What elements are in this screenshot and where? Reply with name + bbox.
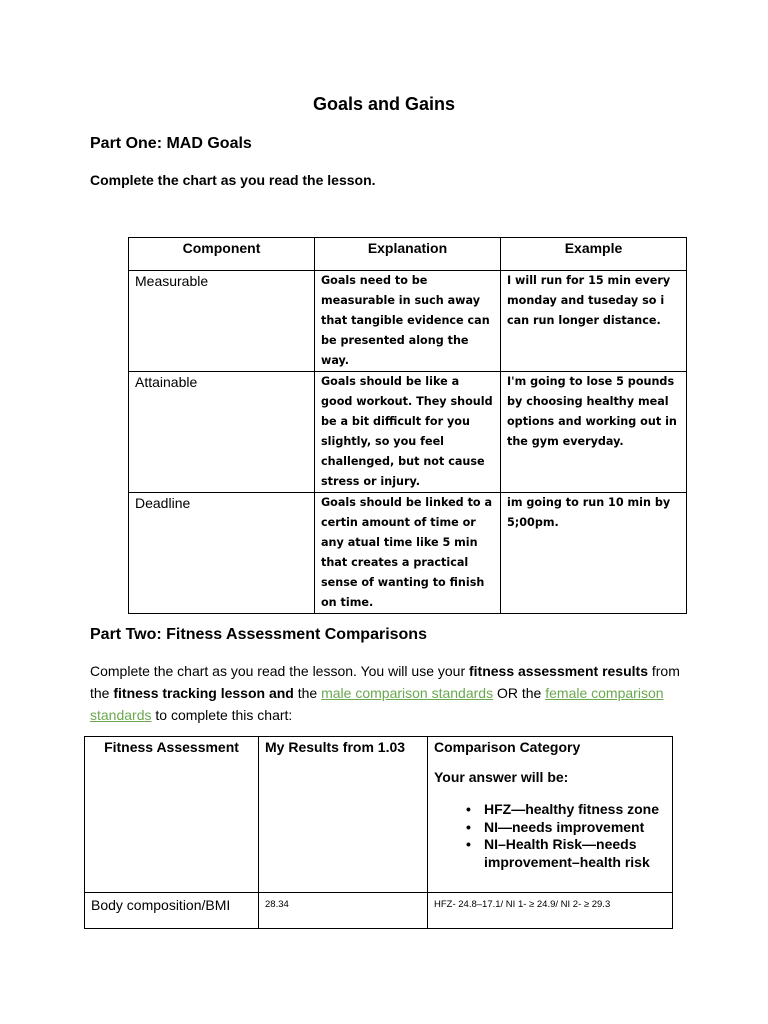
page-title: Goals and Gains	[312, 94, 456, 114]
intro-text: Complete the chart as you read the lesson. You will use your	[90, 663, 469, 679]
answer-note: Your answer will be:	[434, 769, 569, 785]
assessment-cell: Body composition/BMI	[85, 893, 259, 929]
table-header-row	[129, 238, 687, 271]
part-two-intro	[90, 660, 690, 726]
intro-bold: fitness assessment results	[469, 663, 648, 679]
list-item: • NI–Health Risk—needs improvement–health risk	[466, 836, 666, 871]
intro-text: from the	[90, 663, 680, 701]
part-one-instruction: Complete the chart as you read the lesson.	[90, 172, 376, 188]
male-standards-link[interactable]: male comparison standards	[321, 685, 494, 701]
intro-bold: fitness tracking lesson and	[113, 685, 294, 701]
part-one-heading: Part One: MAD Goals	[90, 135, 252, 152]
female-standards-link[interactable]: female comparison standards	[90, 685, 664, 723]
column-header: Component	[129, 238, 315, 271]
table-row	[129, 493, 687, 614]
column-header: Example	[501, 238, 687, 271]
list-item: • NI—needs improvement	[466, 819, 666, 837]
intro-text: OR the	[493, 685, 546, 701]
column-header: My Results from 1.03	[259, 737, 428, 893]
example-cell: im going to run 10 min by 5;00pm.	[501, 493, 687, 614]
table-header-row	[85, 737, 673, 893]
part-two-heading: Part Two: Fitness Assessment Comparisons	[90, 626, 427, 643]
column-header: Comparison Category	[434, 739, 581, 755]
table-row	[85, 893, 673, 929]
component-cell: Measurable	[129, 271, 315, 372]
list-item: • HFZ—healthy fitness zone	[466, 801, 666, 819]
explanation-cell: Goals should be like a good workout. They should be a bit difficult for you slightly, so you feel challenged, but not cause stress or injury.	[315, 372, 501, 493]
component-cell: Deadline	[129, 493, 315, 614]
explanation-cell: Goals should be linked to a certin amount of time or any atual time like 5 min that creates a practical sense of wanting to finish on time.	[315, 493, 501, 614]
table-row	[129, 271, 687, 372]
comparison-category-header	[428, 737, 673, 893]
mad-goals-table	[128, 237, 687, 614]
fitness-comparison-table	[84, 736, 673, 929]
example-cell: I will run for 15 min every monday and tuseday so i can run longer distance.	[501, 271, 687, 372]
component-cell: Attainable	[129, 372, 315, 493]
table-row	[129, 372, 687, 493]
explanation-cell: Goals need to be measurable in such away that tangible evidence can be presented along the way.	[315, 271, 501, 372]
column-header: Fitness Assessment	[85, 737, 259, 893]
example-cell: I'm going to lose 5 pounds by choosing healthy meal options and working out in the gym everyday.	[501, 372, 687, 493]
intro-text: the	[293, 685, 322, 701]
results-cell: 28.34	[259, 893, 428, 929]
category-options-list	[466, 801, 666, 871]
category-cell: HFZ- 24.8–17.1/ NI 1- ≥ 24.9/ NI 2- ≥ 29.3	[428, 893, 673, 929]
column-header: Explanation	[315, 238, 501, 271]
intro-text: to complete this chart:	[151, 707, 293, 723]
